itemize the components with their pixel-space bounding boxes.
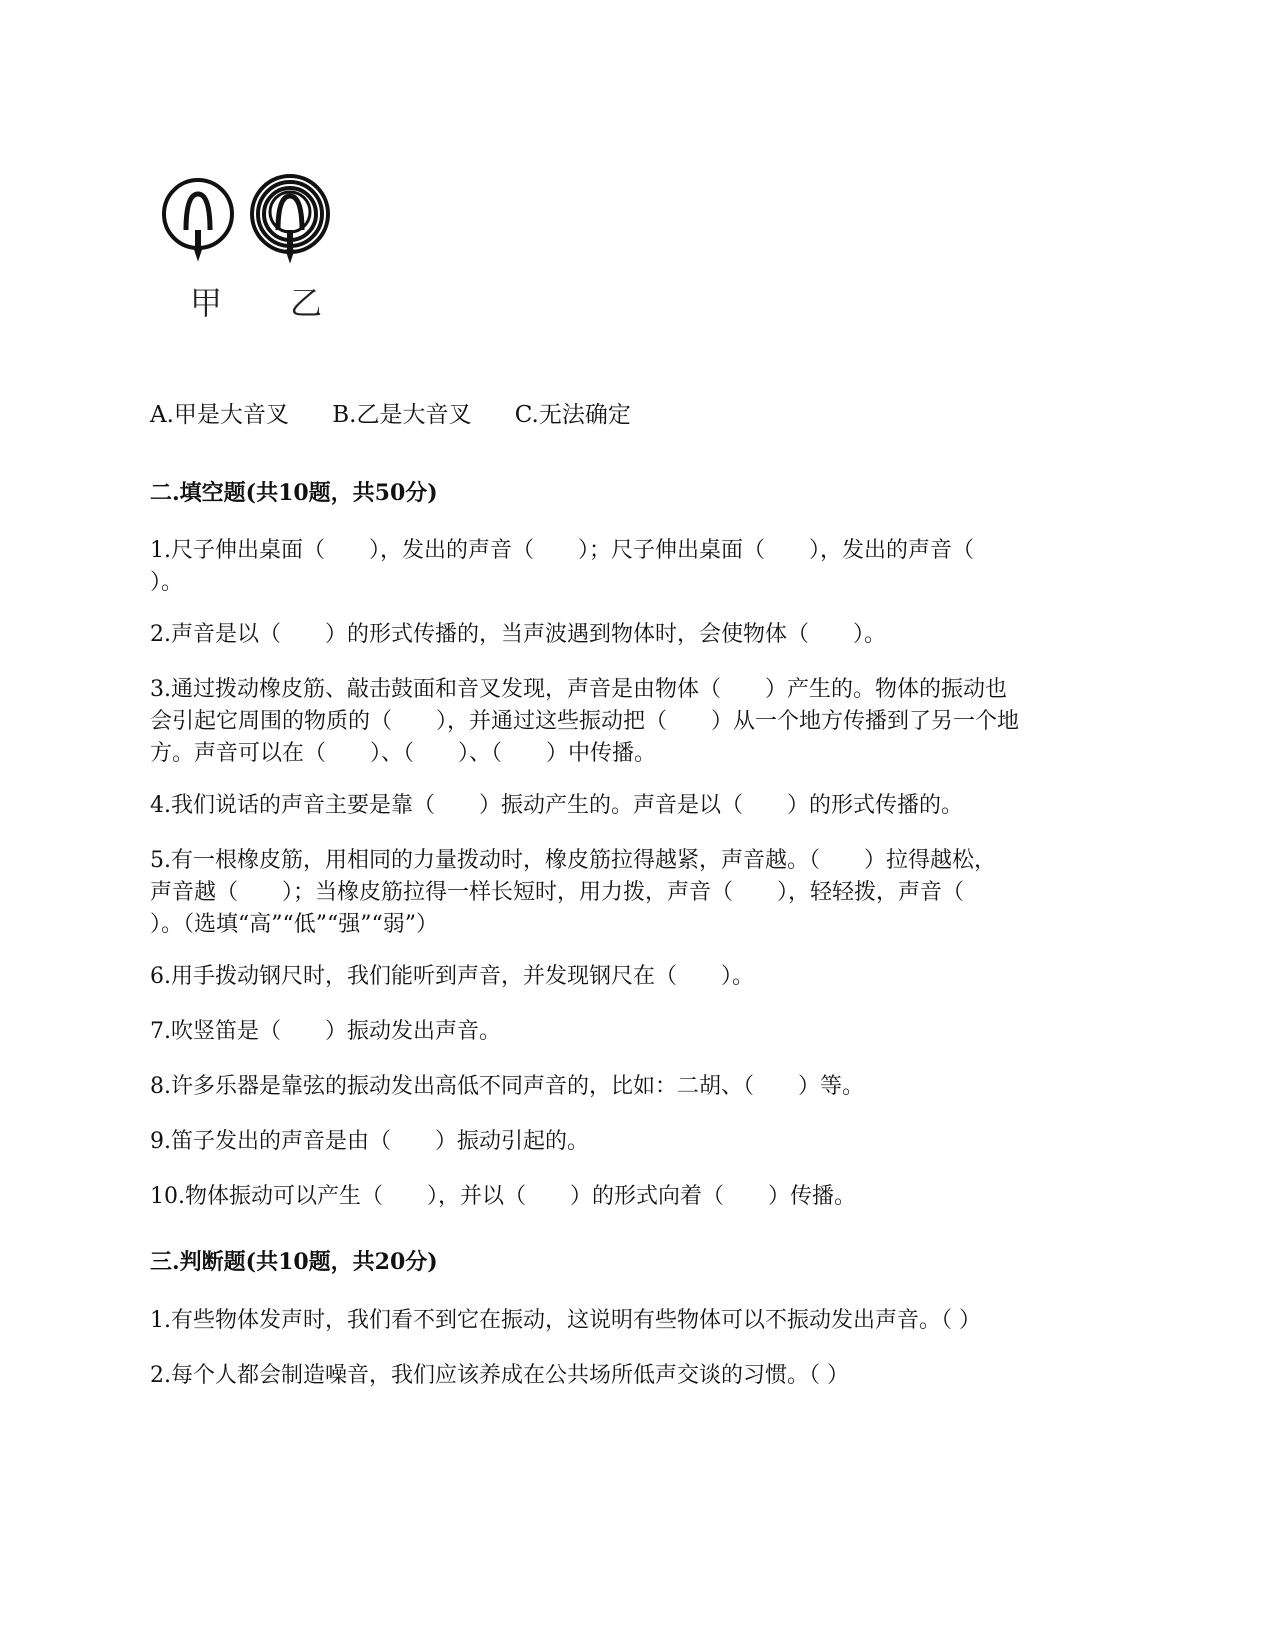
- fill-question-5: [150, 845, 1125, 941]
- question-line: ）。（选填“高”“低”“强”“弱”）: [150, 912, 438, 937]
- question-line: 4.我们说话的声音主要是靠（ ）振动产生的。声音是以（ ）的形式传播的。: [150, 793, 963, 818]
- tuning-fork-yi: [252, 176, 328, 262]
- judge-question-2: [150, 1360, 1125, 1392]
- fill-question-8: [150, 1071, 1125, 1103]
- label-yi: 乙: [290, 284, 323, 322]
- fill-question-4: [150, 790, 1125, 822]
- label-jia: 甲: [190, 284, 223, 322]
- fill-question-9: [150, 1126, 1125, 1158]
- question-line: 2.声音是以（ ）的形式传播的，当声波遇到物体时，会使物体（ ）。: [150, 622, 886, 647]
- fill-question-10: [150, 1181, 1125, 1213]
- tuning-fork-jia: [164, 180, 232, 260]
- question-line: 方。声音可以在（ ）、（ ）、（ ）中传播。: [150, 741, 657, 766]
- section-heading-true-false: 三.判断题(共10题，共20分): [150, 1249, 438, 1275]
- question-line: 声音越（ ）；当橡皮筋拉得一样长短时，用力拨，声音（ ），轻轻拨，声音（: [150, 880, 965, 905]
- question-line: 1.有些物体发声时，我们看不到它在振动，这说明有些物体可以不振动发出声音。（ ）: [150, 1308, 981, 1333]
- answer-options: [150, 396, 667, 429]
- tuning-fork-figure: [150, 168, 360, 328]
- section-heading-fill-in: 二.填空题(共10题，共50分): [150, 480, 438, 506]
- question-line: 1.尺子伸出桌面（ ），发出的声音（ ）；尺子伸出桌面（ ），发出的声音（: [150, 538, 974, 563]
- question-line: 10.物体振动可以产生（ ），并以（ ）的形式向着（ ）传播。: [150, 1184, 856, 1209]
- question-line: 2.每个人都会制造噪音，我们应该养成在公共场所低声交谈的习惯。（ ）: [150, 1363, 849, 1388]
- question-line: 会引起它周围的物质的（ ），并通过这些振动把（ ）从一个地方传播到了另一个地: [150, 709, 1020, 734]
- question-line: 9.笛子发出的声音是由（ ）振动引起的。: [150, 1129, 589, 1154]
- question-line: ）。: [150, 570, 184, 595]
- question-line: 6.用手拨动钢尺时，我们能听到声音，并发现钢尺在（ ）。: [150, 964, 754, 989]
- question-line: 5.有一根橡皮筋，用相同的力量拨动时，橡皮筋拉得越紧，声音越。（ ）拉得越松，: [150, 848, 996, 873]
- fill-question-6: [150, 961, 1125, 993]
- option-c: C.无法确定: [514, 402, 631, 428]
- question-line: 7.吹竖笛是（ ）振动发出声音。: [150, 1019, 501, 1044]
- judge-question-1: [150, 1305, 1125, 1337]
- fill-question-2: [150, 619, 1125, 651]
- fill-question-7: [150, 1016, 1125, 1048]
- fill-question-3: [150, 674, 1125, 770]
- question-line: 3.通过拨动橡皮筋、敲击鼓面和音叉发现，声音是由物体（ ）产生的。物体的振动也: [150, 677, 1007, 702]
- option-a: A.甲是大音叉: [150, 402, 289, 428]
- tuning-fork-diagram: [150, 168, 360, 328]
- question-line: 8.许多乐器是靠弦的振动发出高低不同声音的，比如：二胡、（ ）等。: [150, 1074, 864, 1099]
- option-b: B.乙是大音叉: [332, 402, 472, 428]
- fill-question-1: [150, 535, 1125, 599]
